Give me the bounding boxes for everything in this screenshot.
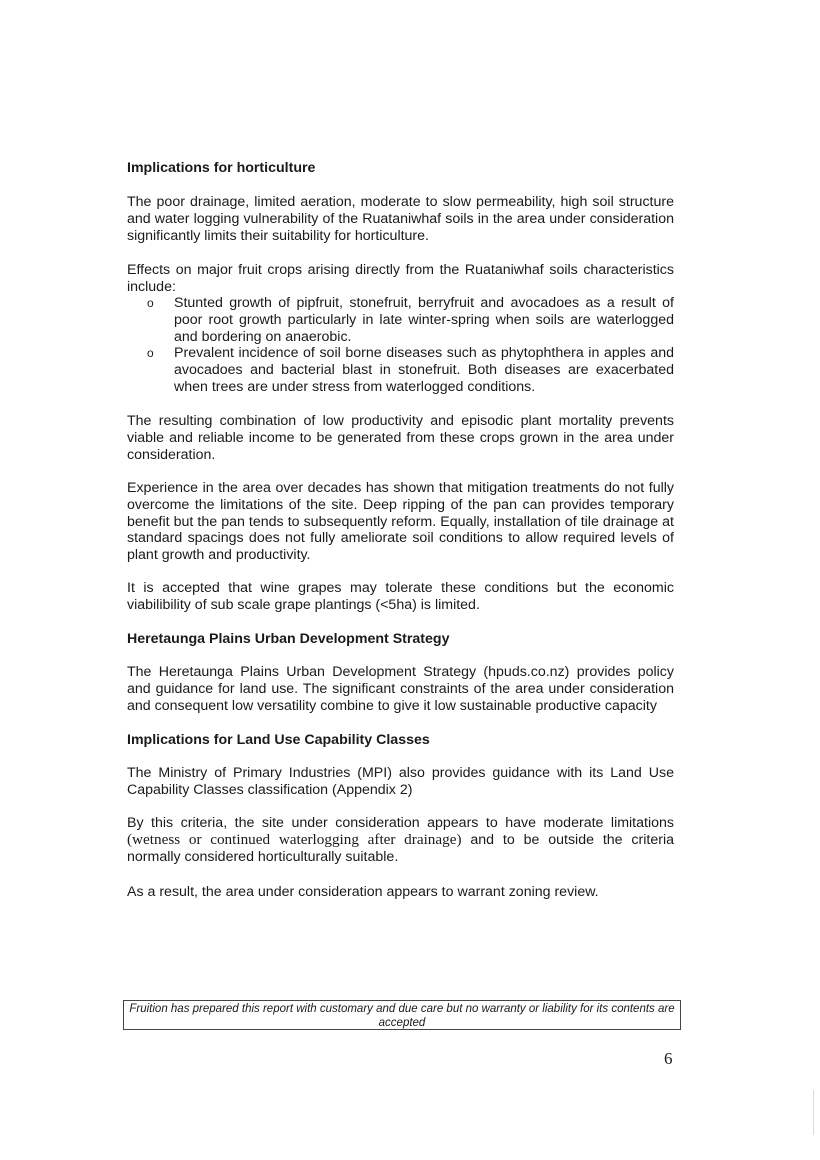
bullet-text: Prevalent incidence of soil borne diseases such as phytophthera in apples and avocadoes and bacterial blast in stonefruit. Both diseases are exacerbated when trees are under stress from waterlogged conditions. xyxy=(174,345,674,395)
heading-horticulture: Implications for horticulture xyxy=(127,160,316,176)
paragraph-luc-2-end: and to be outside the criteria normally considered horticulturally suitable. xyxy=(127,831,674,865)
paragraph-luc-2 xyxy=(127,815,674,865)
page-number: 6 xyxy=(664,1049,673,1068)
paragraph-horticulture-4: Experience in the area over decades has shown that mitigation treatments do not fully overcome the limitations of the site. Deep ripping of the pan can provides temporary benefit but the pan tends to subsequently reform. Equally, installation of tile drainage at standard spacings does not fully ameliorate soil conditions to allow required levels of plant growth and productivity. xyxy=(127,480,674,564)
paragraph-luc-2-start: By this criteria, the site under consideration appears to have moderate limitations xyxy=(127,815,674,831)
heading-luc: Implications for Land Use Capability Classes xyxy=(127,732,430,748)
heading-hpuds: Heretaunga Plains Urban Development Strategy xyxy=(127,631,450,647)
paragraph-luc-2-serif: (wetness or continued waterlogging after drainage) xyxy=(127,830,462,848)
bullet-list xyxy=(147,295,674,396)
bullet-text: Stunted growth of pipfruit, stonefruit, berryfruit and avocadoes as a result of poor root growth particularly in late winter-spring when soils are waterlogged and bordering on anaerobic. xyxy=(174,295,674,345)
list-item xyxy=(147,345,674,395)
paragraph-hpuds-1: The Heretaunga Plains Urban Development Strategy (hpuds.co.nz) provides policy and guidance for land use. The significant constraints of the area under consideration and consequent low versatility combine to give it low sustainable productive capacity xyxy=(127,664,674,714)
paragraph-horticulture-1: The poor drainage, limited aeration, moderate to slow permeability, high soil structure and water logging vulnerability of the Ruataniwhaf soils in the area under consideration significantly limits their suitability for horticulture. xyxy=(127,194,674,244)
paragraph-horticulture-2: Effects on major fruit crops arising directly from the Ruataniwhaf soils characteristics include: xyxy=(127,262,674,295)
list-item xyxy=(147,295,674,345)
paragraph-horticulture-3: The resulting combination of low productivity and episodic plant mortality prevents viable and reliable income to be generated from these crops grown in the area under consideration. xyxy=(127,413,674,463)
bullet-marker: o xyxy=(147,296,154,310)
paragraph-luc-3: As a result, the area under consideration appears to warrant zoning review. xyxy=(127,884,599,900)
scan-edge-line xyxy=(813,1090,814,1135)
paragraph-luc-1: The Ministry of Primary Industries (MPI) also provides guidance with its Land Use Capability Classes classification (Appendix 2) xyxy=(127,765,674,798)
bullet-marker: o xyxy=(147,346,154,361)
footer-disclaimer: Fruition has prepared this report with customary and due care but no warranty or liability for its contents are accepted xyxy=(123,1000,681,1030)
paragraph-horticulture-5: It is accepted that wine grapes may tolerate these conditions but the economic viabilibility of sub scale grape plantings (<5ha) is limited. xyxy=(127,580,674,613)
